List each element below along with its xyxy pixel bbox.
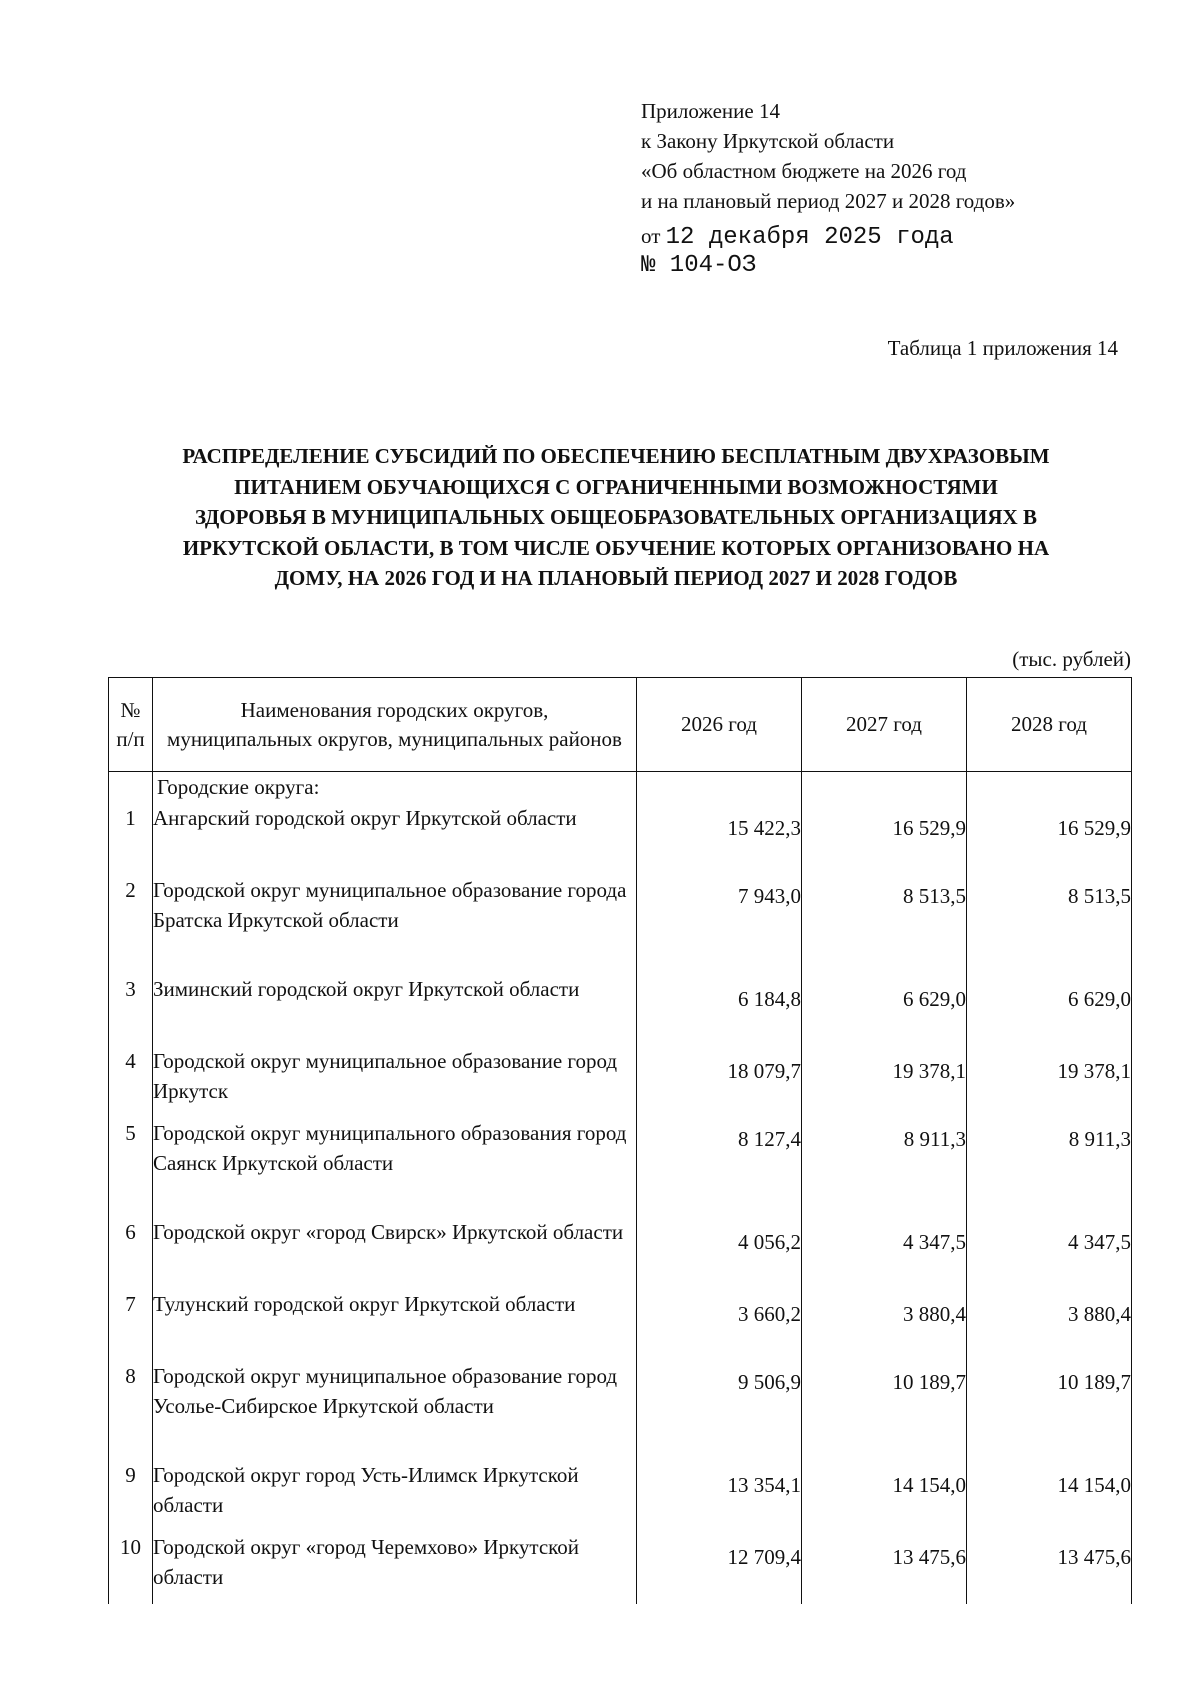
- document-title: [100, 441, 1132, 594]
- row-2027: 10 189,7: [802, 1361, 967, 1460]
- row-2027: 6 629,0: [802, 974, 967, 1046]
- group-cell-number: [109, 772, 153, 803]
- table-caption: Таблица 1 приложения 14: [887, 336, 1118, 360]
- row-2028: 4 347,5: [967, 1217, 1132, 1289]
- table-row: [109, 1361, 1132, 1460]
- header-2028: 2028 год: [967, 678, 1132, 772]
- row-number: 5: [109, 1118, 153, 1217]
- units-label: (тыс. рублей): [1012, 647, 1131, 671]
- title-line: РАСПРЕДЕЛЕНИЕ СУБСИДИЙ ПО ОБЕСПЕЧЕНИЮ БЕСПЛАТНЫМ ДВУХРАЗОВЫМ: [182, 444, 1050, 468]
- row-2028: 13 475,6: [967, 1532, 1132, 1604]
- header-2027: 2027 год: [802, 678, 967, 772]
- row-2026: 18 079,7: [637, 1046, 802, 1118]
- row-2026: 9 506,9: [637, 1361, 802, 1460]
- table-row: [109, 974, 1132, 1046]
- group-cell-2028: [967, 772, 1132, 803]
- row-number: 4: [109, 1046, 153, 1118]
- table-row: [109, 1118, 1132, 1217]
- row-number: 7: [109, 1289, 153, 1361]
- row-number: 10: [109, 1532, 153, 1604]
- row-2027: 16 529,9: [802, 803, 967, 875]
- group-cell-2027: [802, 772, 967, 803]
- row-2026: 12 709,4: [637, 1532, 802, 1604]
- subsidy-table: [108, 677, 1132, 1604]
- date-value: 12 декабря 2025 года: [665, 224, 954, 251]
- row-name: Городской округ муниципальное образование город Усолье-Сибирское Иркутской области: [153, 1361, 637, 1460]
- group-label: Городские округа:: [153, 772, 637, 803]
- header-2026: 2026 год: [637, 678, 802, 772]
- table-row: [109, 1532, 1132, 1604]
- row-2028: 19 378,1: [967, 1046, 1132, 1118]
- row-name: Городской округ муниципальное образование город Иркутск: [153, 1046, 637, 1118]
- header-name: Наименования городских округов, муниципальных округов, муниципальных районов: [153, 678, 637, 772]
- appendix-line: «Об областном бюджете на 2026 год: [641, 159, 967, 183]
- row-2026: 15 422,3: [637, 803, 802, 875]
- row-2027: 13 475,6: [802, 1532, 967, 1604]
- row-name: Городской округ «город Черемхово» Иркутской области: [153, 1532, 637, 1604]
- appendix-line: к Закону Иркутской области: [641, 129, 895, 153]
- row-number: 9: [109, 1460, 153, 1532]
- row-name: Зиминский городской округ Иркутской области: [153, 974, 637, 1046]
- row-2027: 8 513,5: [802, 875, 967, 974]
- table-header-row: [109, 678, 1132, 772]
- row-2026: 7 943,0: [637, 875, 802, 974]
- title-line: ИРКУТСКОЙ ОБЛАСТИ, В ТОМ ЧИСЛЕ ОБУЧЕНИЕ КОТОРЫХ ОРГАНИЗОВАНО НА: [182, 535, 1050, 560]
- row-2028: 8 911,3: [967, 1118, 1132, 1217]
- table-row: [109, 1217, 1132, 1289]
- row-2027: 19 378,1: [802, 1046, 967, 1118]
- row-name: Городской округ муниципальное образование города Братска Иркутской области: [153, 875, 637, 974]
- title-line: ДОМУ, НА 2026 ГОД И НА ПЛАНОВЫЙ ПЕРИОД 2027 И 2028 ГОДОВ: [274, 566, 958, 590]
- row-name: Городской округ город Усть-Илимск Иркутской области: [153, 1460, 637, 1532]
- title-line: ПИТАНИЕМ ОБУЧАЮЩИХСЯ С ОГРАНИЧЕННЫМИ ВОЗМОЖНОСТЯМИ: [234, 474, 998, 499]
- law-date: [641, 222, 1015, 252]
- row-2026: 3 660,2: [637, 1289, 802, 1361]
- row-2028: 3 880,4: [967, 1289, 1132, 1361]
- title-line: ЗДОРОВЬЯ В МУНИЦИПАЛЬНЫХ ОБЩЕОБРАЗОВАТЕЛЬНЫХ ОРГАНИЗАЦИЯХ В: [195, 505, 1037, 529]
- row-number: 6: [109, 1217, 153, 1289]
- table-row: [109, 875, 1132, 974]
- row-number: 3: [109, 974, 153, 1046]
- header-number-pp: п/п: [116, 726, 145, 751]
- row-number: 8: [109, 1361, 153, 1460]
- row-2028: 14 154,0: [967, 1460, 1132, 1532]
- row-2027: 3 880,4: [802, 1289, 967, 1361]
- table-row: [109, 1289, 1132, 1361]
- row-2028: 8 513,5: [967, 875, 1132, 974]
- row-number: 2: [109, 875, 153, 974]
- row-2026: 8 127,4: [637, 1118, 802, 1217]
- table-row: [109, 803, 1132, 875]
- row-2026: 6 184,8: [637, 974, 802, 1046]
- row-2027: 4 347,5: [802, 1217, 967, 1289]
- date-prefix: от: [641, 224, 661, 248]
- header-number-sign: №: [120, 697, 141, 722]
- appendix-header: [641, 96, 1015, 280]
- row-number: 1: [109, 803, 153, 875]
- row-2028: 16 529,9: [967, 803, 1132, 875]
- row-name: Ангарский городской округ Иркутской области: [153, 803, 637, 875]
- row-2028: 6 629,0: [967, 974, 1132, 1046]
- group-cell-2026: [637, 772, 802, 803]
- row-name: Тулунский городской округ Иркутской области: [153, 1289, 637, 1361]
- row-2028: 10 189,7: [967, 1361, 1132, 1460]
- row-name: Городской округ «город Свирск» Иркутской области: [153, 1217, 637, 1289]
- group-row: [109, 772, 1132, 803]
- table-row: [109, 1046, 1132, 1118]
- appendix-line: Приложение 14: [641, 99, 780, 123]
- row-name: Городской округ муниципального образования город Саянск Иркутской области: [153, 1118, 637, 1217]
- table-row: [109, 1460, 1132, 1532]
- row-2027: 8 911,3: [802, 1118, 967, 1217]
- row-2027: 14 154,0: [802, 1460, 967, 1532]
- law-number: № 104-ОЗ: [641, 252, 757, 279]
- row-2026: 4 056,2: [637, 1217, 802, 1289]
- row-2026: 13 354,1: [637, 1460, 802, 1532]
- header-number: [109, 678, 153, 772]
- appendix-line: и на плановый период 2027 и 2028 годов»: [641, 189, 1016, 213]
